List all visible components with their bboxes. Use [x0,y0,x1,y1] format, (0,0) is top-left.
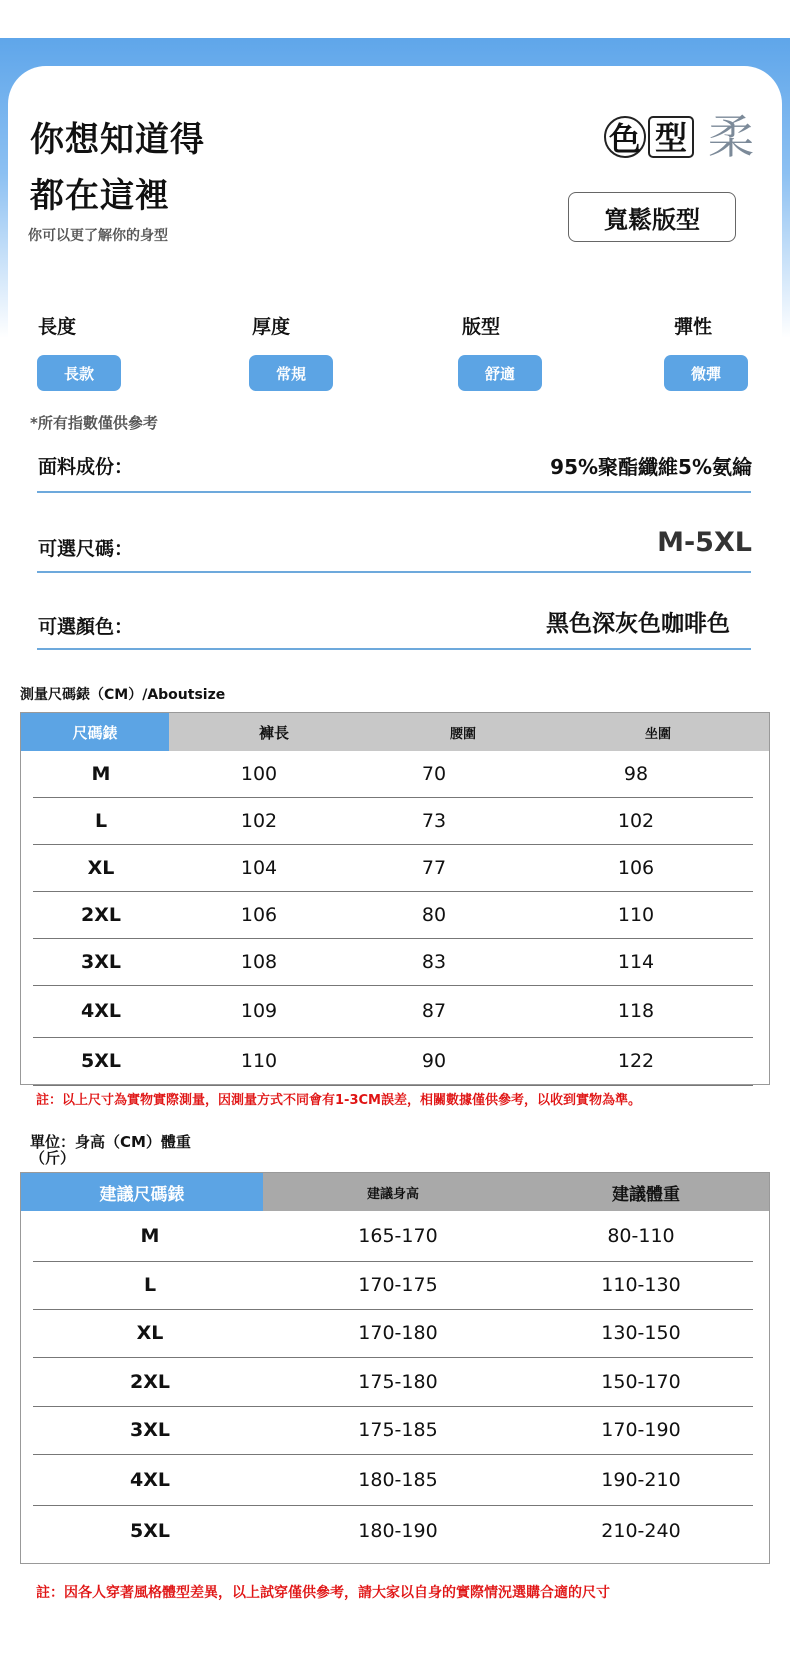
table-row [33,1505,753,1557]
cell-weight: 110-130 [529,1261,753,1309]
info-value-colors: 黑色深灰色咖啡色 [546,611,730,637]
cell-length: 110 [169,1037,349,1085]
cell-hip: 106 [519,844,753,891]
info-label-sizes: 可選尺碼： [38,538,134,560]
info-label-fabric: 面料成份： [38,456,134,478]
cell-weight: 210-240 [601,1520,681,1543]
table-row [33,797,753,844]
page-title-line2: 都在這裡 [30,176,170,216]
table-row [33,1211,753,1261]
cell-length: 104 [169,844,349,891]
cell-length: 100 [169,751,349,797]
suggest-table [21,1173,769,1211]
divider [37,491,751,493]
cell-size: XL [33,1309,267,1357]
cell-size: 5XL [33,1037,169,1085]
cell-length: 108 [169,938,349,985]
brand-seal [604,114,700,160]
seal-char-2: 型 [648,116,694,158]
cell-size: 3XL [33,1406,267,1454]
cell-waist: 90 [349,1037,519,1085]
cell-waist: 73 [349,797,519,844]
header-cell: 建議體重 [523,1173,769,1211]
table-row [33,938,753,985]
divider [37,648,751,650]
cell-height: 170-180 [267,1309,529,1357]
page-subtitle: 你可以更了解你的身型 [28,228,168,244]
cell-hip: 98 [519,751,753,797]
cell-height: 180-190 [358,1520,438,1543]
fit-type-badge: 寬鬆版型 [568,192,736,242]
table-row [33,1261,753,1309]
header-cell: 褲長 [169,713,379,751]
header-cell: 坐圍 [547,713,769,751]
attr-label-elasticity: 彈性 [674,316,713,338]
divider [37,571,751,573]
table-row [33,1309,753,1357]
cell-height: 175-185 [267,1406,529,1454]
suggest-table-header [21,1173,769,1211]
cell-waist: 87 [349,985,519,1037]
cell-length: 102 [169,797,349,844]
attr-value-thickness: 常規 [249,355,333,391]
cell-size: 3XL [33,938,169,985]
attr-value-length: 長款 [37,355,121,391]
attr-label-thickness: 厚度 [252,316,291,338]
table-row [33,891,753,938]
cell-size: M [33,1211,267,1261]
info-value-sizes: M-5XL [657,527,752,558]
cell-size: XL [33,844,169,891]
info-value-fabric: 95%聚酯纖維5%氨綸 [550,455,752,479]
attr-value-elasticity: 微彈 [664,355,748,391]
suggest-note: 註：因各人穿著風格體型差異，以上試穿僅供參考，請大家以自身的實際情況選購合適的尺寸 [36,1585,610,1601]
cell-height: 170-175 [267,1261,529,1309]
info-label-colors: 可選顏色： [38,616,134,638]
measure-table-body [33,751,753,1086]
cell-weight: 170-190 [529,1406,753,1454]
measure-table [21,713,769,751]
measure-table-header [21,713,769,751]
cell-waist: 83 [349,938,519,985]
cell-hip: 122 [519,1037,753,1085]
cell-size: L [33,797,169,844]
unit-note: 單位：身高（CM）體重（斤） [30,1133,191,1167]
table-row [33,844,753,891]
page-title-line1: 你想知道得 [30,120,205,160]
cell-waist: 80 [349,891,519,938]
cell-size: 4XL [33,985,169,1037]
measure-note: 註：以上尺寸為實物實際測量，因測量方式不同會有1-3CM誤差，相關數據僅供參考，以收到實物為準。 [36,1093,641,1108]
attr-value-fit: 舒適 [458,355,542,391]
cell-height: 165-170 [267,1211,529,1261]
table-row [33,1037,753,1085]
cell-weight: 150-170 [529,1357,753,1406]
cell-length: 106 [169,891,349,938]
cell-weight: 80-110 [529,1211,753,1261]
cell-size: 2XL [33,891,169,938]
cell-size: L [33,1261,267,1309]
table-row [33,1406,753,1454]
header-cell: 建議身高 [263,1173,523,1211]
cell-hip: 118 [519,985,753,1037]
table-row [33,1454,753,1505]
cell-height: 180-185 [267,1454,529,1505]
cell-length: 109 [169,985,349,1037]
cell-weight: 130-150 [529,1309,753,1357]
cell-size: M [33,751,169,797]
reference-note: *所有指數僅供參考 [30,414,158,432]
cell-waist: 70 [349,751,519,797]
attr-label-fit: 版型 [462,316,501,338]
table-row [33,1357,753,1406]
cell-hip: 114 [519,938,753,985]
header-cell: 建議尺碼錶 [21,1173,263,1211]
cell-weight: 190-210 [529,1454,753,1505]
cell-height: 175-180 [267,1357,529,1406]
cell-waist: 77 [349,844,519,891]
measure-table-title: 測量尺碼錶（CM）/Aboutsize [20,687,226,703]
seal-char-1: 色 [604,116,646,158]
header-cell: 尺碼錶 [21,713,169,751]
cell-size: 5XL [130,1520,170,1543]
table-row [33,985,753,1037]
table-row [33,751,753,797]
cell-hip: 102 [519,797,753,844]
suggest-table-body [33,1211,753,1557]
attr-label-length: 長度 [38,316,77,338]
cell-size: 4XL [33,1454,267,1505]
cell-hip: 110 [519,891,753,938]
seal-char-3: 柔 [708,110,754,164]
cell-size: 2XL [33,1357,267,1406]
header-cell: 腰圍 [379,713,547,751]
